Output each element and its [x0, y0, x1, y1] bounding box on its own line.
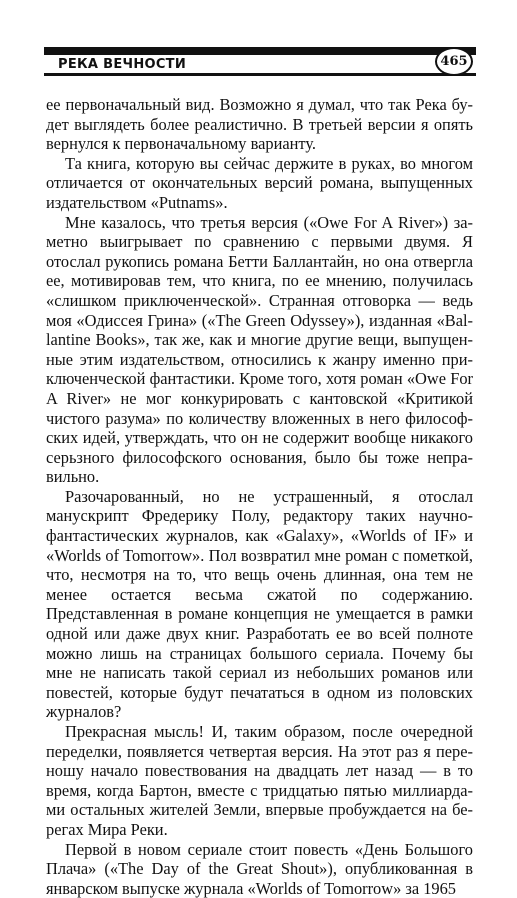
- paragraph: ее первоначальный вид. Возможно я думал, что так Река будет выглядеть более реалистично. В третьей версии я опять вернулся к первоначальному варианту.: [46, 95, 473, 154]
- header-rule-top: [44, 47, 476, 55]
- paragraph: Мне казалось, что третья версия («Owe For A River») заметно выигрывает по сравнению с первыми двумя. Я отослал рукопись романа Бетти Баллантайн, но она отвергла ее, мотивировав тем, что книга, по ее мнению, получилась «слишком приключенческой». Странная отговорка — ведь моя «Одиссея Грина» («The Green Odyssey»), изданная «Ballantine Books», так же, как и многие другие вещи, выпущенные этим издательством, относились к жанру именно приключенческой фантастики. Кроме того, хотя роман «Owe For A River» не мог конкурировать с кантовской «Критикой чистого разума» по количеству вложенных в него философских идей, утверждать, что он не содержит вообще никакого серьзного философского основания, было бы тоже неправильно.: [46, 212, 473, 487]
- header-rule-bottom: [44, 73, 476, 76]
- paragraph: Та книга, которую вы сейчас держите в руках, во многом отличается от окончательных версий романа, выпущенных издательством «Putnams».: [46, 153, 473, 212]
- running-title: РЕКА ВЕЧНОСТИ: [58, 57, 187, 72]
- paragraph: Разочарованный, но не устрашенный, я отослал манускрипт Фредерику Полу, редактору таких научно-фантастических журналов, как «Galaxy», «Worlds of IF» и «Worlds of Tomorrow». Пол возвратил мне роман с пометкой, что, несмотря на то, что вещь очень длинная, она тем не менее остается весьма сжатой по содержанию. Представленная в романе концепция не умещается в рамки одной или даже двух книг. Разработать ее во всей полноте можно лишь на страницах большого сериала. Почему бы мне не написать такой сериал из небольших романов или повестей, которые будут печататься в одном из половских журналов?: [46, 486, 473, 722]
- paragraph: Прекрасная мысль! И, таким образом, после очередной переделки, появляется четвертая версия. На этот раз я переношу начало повествования на двадцать лет назад — в то время, когда Бартон, вместе с тридцатью пятью миллиардами остальных жителей Земли, впервые пробуждается на берегах Мира Реки.: [46, 722, 473, 839]
- page-number: 465: [435, 47, 473, 76]
- body-text: [46, 95, 473, 898]
- paragraph: Первой в новом сериале стоит повесть «День Большого Плача» («The Day of the Great Shout»), опубликованная в январском выпуске журнала «Worlds of Tomorrow» за 1965: [46, 839, 473, 898]
- page-header: [44, 43, 476, 79]
